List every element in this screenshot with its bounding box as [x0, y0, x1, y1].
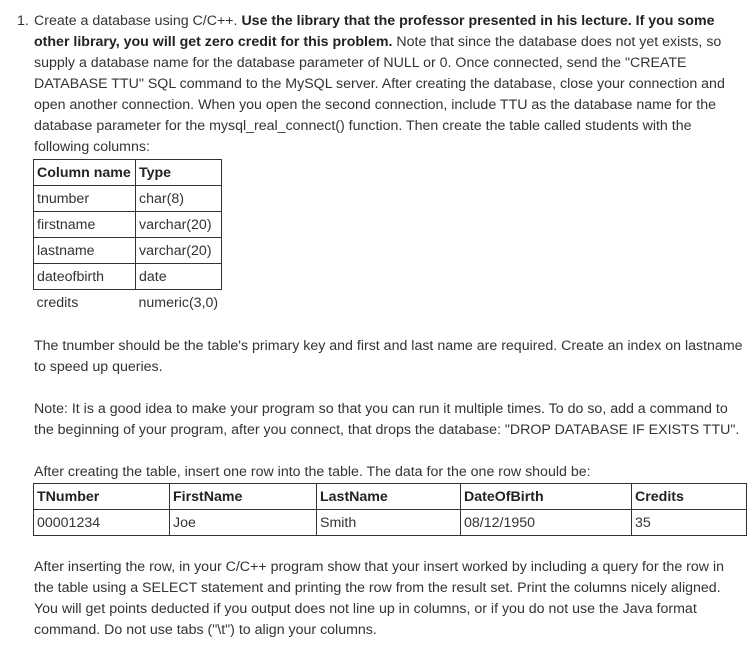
- cell: firstname: [34, 212, 136, 238]
- cell: dateofbirth: [34, 264, 136, 290]
- table-row: [34, 264, 222, 290]
- row-table-header: [34, 484, 747, 510]
- cell: date: [136, 264, 222, 290]
- header-type: Type: [136, 160, 222, 186]
- cell: credits: [36, 294, 79, 311]
- note-paragraph: Note: It is a good idea to make your program so that you can run it multiple times. To do so, add a command to the beginning of your program, after you connect, that drops the database: "DROP DATABASE IF EXISTS TTU".: [34, 401, 740, 438]
- table-row: [34, 238, 222, 264]
- table-row: [34, 290, 222, 316]
- intro-bold-warning: Use the library that the professor presented in his lecture. If you some other library, you will get zero credit for this problem.: [34, 13, 715, 50]
- cell: lastname: [34, 238, 136, 264]
- columns-table-header: [34, 160, 222, 186]
- intro-paragraph: [34, 11, 746, 158]
- cell-dateofbirth: 08/12/1950: [461, 510, 632, 536]
- table-row: [34, 510, 747, 536]
- item-number: 1.: [17, 13, 29, 29]
- cell: char(8): [136, 186, 222, 212]
- cell: varchar(20): [136, 212, 222, 238]
- cell-tnumber: 00001234: [34, 510, 170, 536]
- primary-key-paragraph: The tnumber should be the table's primary key and first and last name are required. Create an index on lastname to speed up queries.: [34, 338, 743, 375]
- header-tnumber: TNumber: [34, 484, 170, 510]
- cell: varchar(20): [136, 238, 222, 264]
- cell: numeric(3,0): [138, 294, 219, 311]
- cell-credits: 35: [632, 510, 747, 536]
- intro-text-1: Create a database using C/C++.: [34, 13, 242, 29]
- header-dateofbirth: DateOfBirth: [461, 484, 632, 510]
- table-row: [34, 186, 222, 212]
- cell-lastname: Smith: [317, 510, 461, 536]
- header-column-name: Column name: [34, 160, 136, 186]
- header-lastname: LastName: [317, 484, 461, 510]
- final-paragraph: After inserting the row, in your C/C++ program show that your insert worked by including a query for the row in the table using a SELECT statement and printing the row from the result set. Print the columns nicely aligned. You will get points deducted if you output does not line up in columns, or if you do not use the Java format command. Do not use tabs ("\t") to align your columns.: [34, 559, 724, 638]
- row-data-table: [33, 483, 747, 536]
- intro-text-2: Note that since the database does not yet exists, so supply a database name for the database parameter of NULL or 0. Once connected, send the "CREATE DATABASE TTU" SQL command to the MySQL server. After creating the database, close your connection and open another connection. When you open the second connection, include TTU as the database name for the database parameter for the mysql_real_connect() function. Then create the table called students with the following columns:: [34, 34, 725, 155]
- header-firstname: FirstName: [170, 484, 317, 510]
- columns-table: [33, 159, 222, 315]
- cell: tnumber: [34, 186, 136, 212]
- header-credits: Credits: [632, 484, 747, 510]
- cell-firstname: Joe: [170, 510, 317, 536]
- insert-paragraph: After creating the table, insert one row into the table. The data for the one row should be:: [34, 464, 591, 480]
- table-row: [34, 212, 222, 238]
